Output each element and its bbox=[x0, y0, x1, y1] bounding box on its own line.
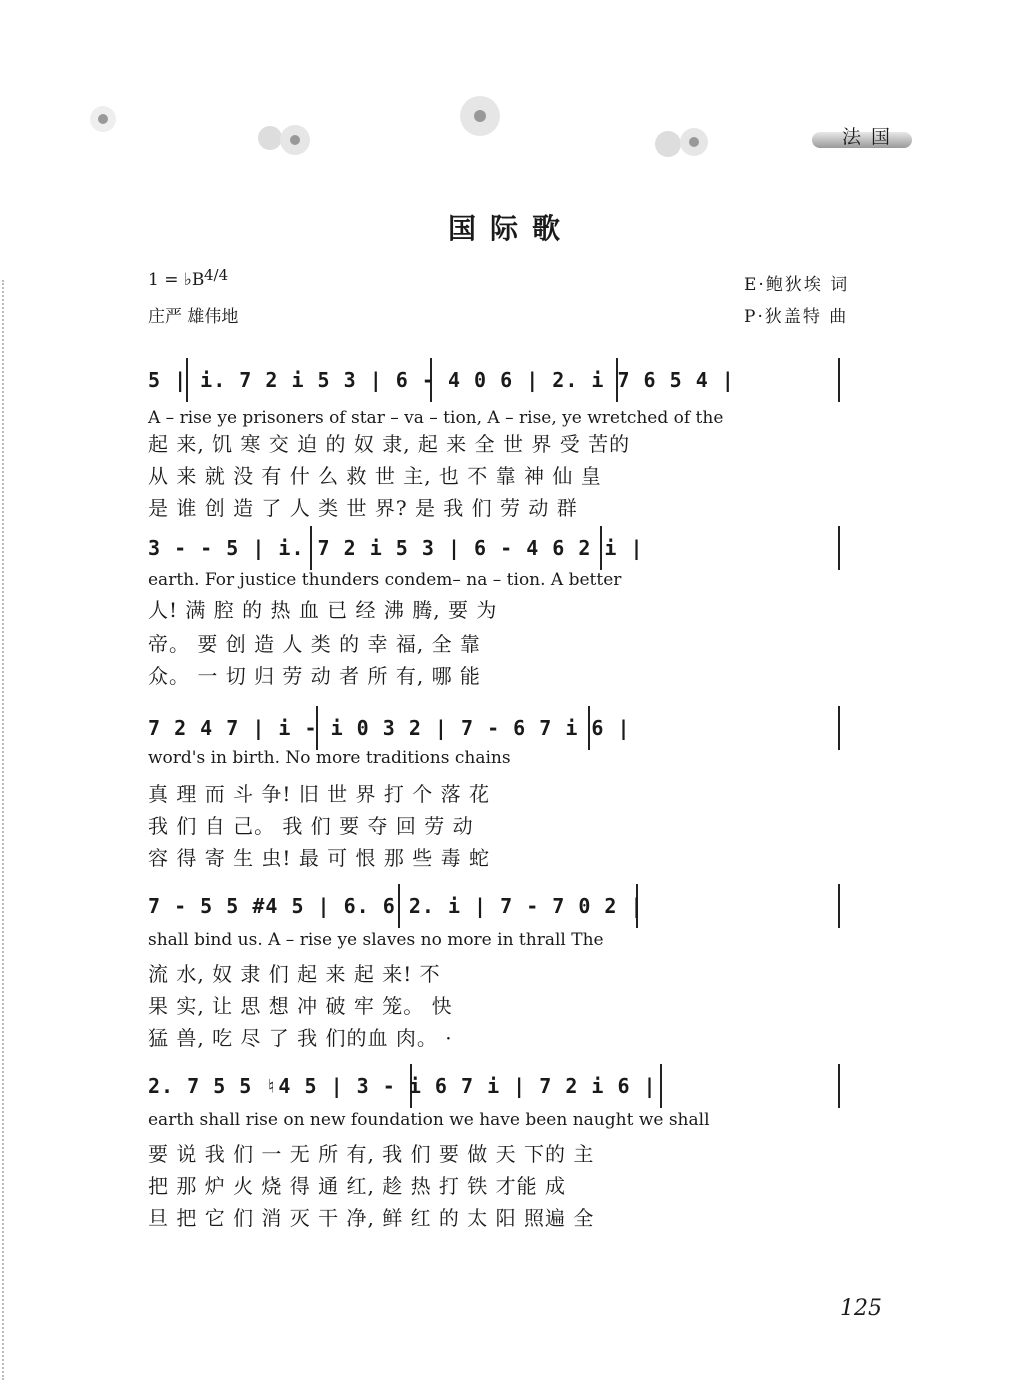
flower-decoration-icon bbox=[652, 122, 712, 164]
english-lyrics: shall bind us. A – rise ye slaves no more in thrall The bbox=[148, 930, 604, 950]
chinese-lyrics-verse-2: 果 实, 让 思 想 冲 破 牢 笼。 快 bbox=[148, 994, 453, 1018]
page-edge-line bbox=[2, 280, 4, 1380]
flower-decoration-icon bbox=[255, 120, 315, 160]
flower-decoration-icon bbox=[455, 94, 505, 138]
tempo-marking: 庄严 雄伟地 bbox=[148, 307, 239, 327]
song-title: 国际歌 bbox=[447, 212, 574, 245]
chinese-lyrics-verse-3: 猛 兽, 吃 尽 了 我 们的血 肉。 · bbox=[148, 1026, 453, 1050]
chinese-lyrics-verse-2: 把 那 炉 火 烧 得 通 红, 趁 热 打 铁 才能 成 bbox=[148, 1174, 567, 1198]
chinese-lyrics-verse-1: 起 来, 饥 寒 交 迫 的 奴 隶, 起 来 全 世 界 受 苦的 bbox=[148, 432, 631, 456]
flower-decoration-icon bbox=[88, 104, 118, 134]
chinese-lyrics-verse-3: 众。 一 切 归 劳 动 者 所 有, 哪 能 bbox=[148, 664, 481, 688]
composer-credit: P·狄盖特 曲 bbox=[744, 307, 849, 327]
notation-line: 3 - - 5 | i. 7 2 i 5 3 | 6 - 4 6 2 i | bbox=[148, 536, 644, 560]
chinese-lyrics-verse-2: 从 来 就 没 有 什 么 救 世 主, 也 不 靠 神 仙 皇 bbox=[148, 464, 602, 488]
english-lyrics: earth. For justice thunders condem– na – tion. A better bbox=[148, 570, 622, 590]
key-signature: 1 = ♭B bbox=[148, 270, 205, 290]
chinese-lyrics-verse-1: 流 水, 奴 隶 们 起 来 起 来! 不 bbox=[148, 962, 441, 986]
bar-line bbox=[838, 1064, 840, 1108]
bar-line bbox=[660, 1064, 662, 1108]
chinese-lyrics-verse-1: 要 说 我 们 一 无 所 有, 我 们 要 做 天 下的 主 bbox=[148, 1142, 595, 1166]
chinese-lyrics-verse-2: 我 们 自 己。 我 们 要 夺 回 劳 动 bbox=[148, 814, 474, 838]
notation-line: 7 - 5 5 #4 5 | 6. 6 2. i | 7 - 7 0 2 | bbox=[148, 894, 644, 918]
english-lyrics: earth shall rise on new foundation we have been naught we shall bbox=[148, 1110, 710, 1130]
notation-line: 5 | i. 7 2 i 5 3 | 6 - 4 0 6 | 2. i 7 6 5 4 | bbox=[148, 368, 735, 392]
notation-line: 7 2 4 7 | i - i 0 3 2 | 7 - 6 7 i 6 | bbox=[148, 716, 631, 740]
page-number: 125 bbox=[840, 1296, 882, 1321]
bar-line bbox=[838, 526, 840, 570]
chinese-lyrics-verse-1: 真 理 而 斗 争! 旧 世 界 打 个 落 花 bbox=[148, 782, 490, 806]
chinese-lyrics-verse-3: 是 谁 创 造 了 人 类 世 界? 是 我 们 劳 动 群 bbox=[148, 496, 578, 520]
english-lyrics: word's in birth. No more traditions chains bbox=[148, 748, 511, 768]
chinese-lyrics-verse-3: 容 得 寄 生 虫! 最 可 恨 那 些 毒 蛇 bbox=[148, 846, 490, 870]
chinese-lyrics-verse-3: 旦 把 它 们 消 灭 干 净, 鲜 红 的 太 阳 照遍 全 bbox=[148, 1206, 595, 1230]
country-tab bbox=[812, 124, 912, 150]
bar-line bbox=[838, 706, 840, 750]
chinese-lyrics-verse-1: 人! 满 腔 的 热 血 已 经 沸 腾, 要 为 bbox=[148, 598, 498, 622]
english-lyrics: A – rise ye prisoners of star – va – tion, A – rise, ye wretched of the bbox=[148, 408, 724, 428]
bar-line bbox=[838, 884, 840, 928]
chinese-lyrics-verse-2: 帝。 要 创 造 人 类 的 幸 福, 全 靠 bbox=[148, 632, 481, 656]
lyricist-credit: E·鲍狄埃 词 bbox=[744, 275, 850, 295]
country-tab-label: 法国 bbox=[842, 126, 901, 148]
notation-line: 2. 7 5 5 ♮4 5 | 3 - i 6 7 i | 7 2 i 6 | bbox=[148, 1074, 657, 1098]
bar-line bbox=[838, 358, 840, 402]
time-signature: 4/4 bbox=[204, 266, 229, 284]
